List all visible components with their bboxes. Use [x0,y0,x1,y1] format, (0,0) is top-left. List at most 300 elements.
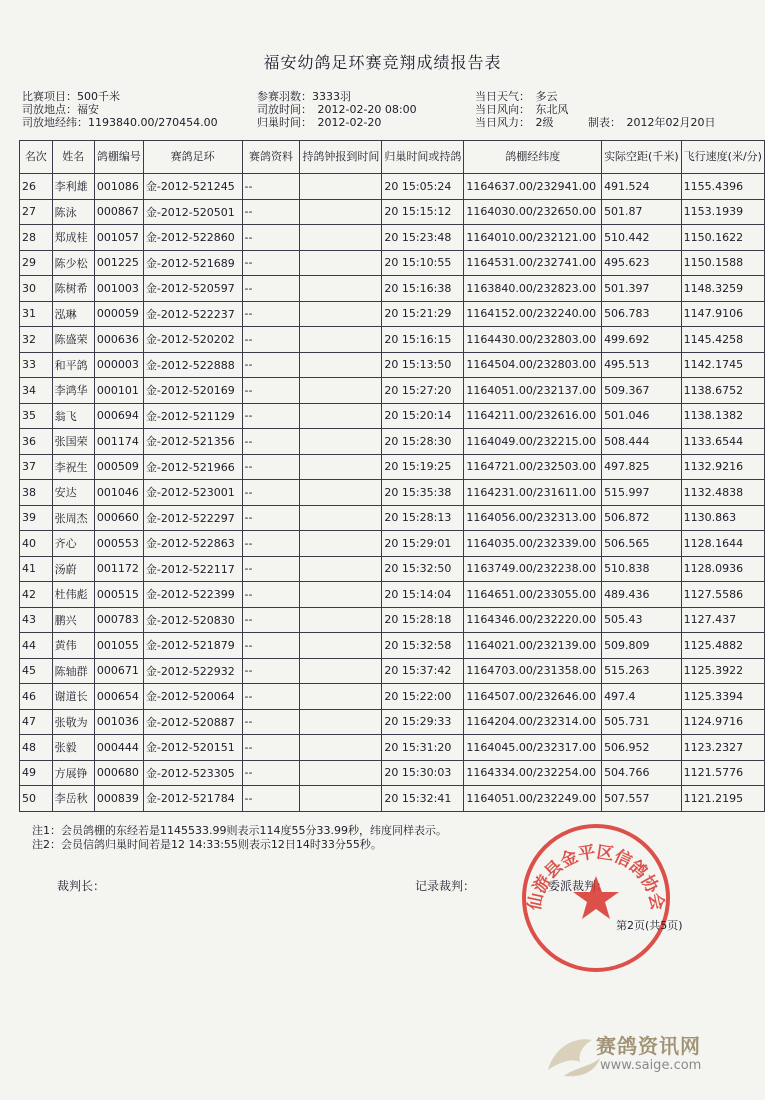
cell-ring: 金-2012-522399 [143,582,242,608]
table-row [20,378,765,404]
cell-loft-id: 001003 [94,276,143,302]
cell-distance: 491.524 [602,174,682,200]
cell-speed: 1130.863 [681,505,764,531]
cell-name: 汤蔚 [52,556,94,582]
cell-distance: 506.872 [602,505,682,531]
cell-name: 张国荣 [52,429,94,455]
cell-rank: 26 [20,174,53,200]
official-seal [520,822,672,974]
cell-info: -- [242,276,300,302]
cell-arrival: 20 15:32:50 [382,556,464,582]
cell-info: -- [242,786,300,812]
cell-coords: 1164721.00/232503.00 [464,454,602,480]
cell-clock-time [300,709,382,735]
cell-arrival: 20 15:20:14 [382,403,464,429]
cell-name: 鹏兴 [52,607,94,633]
cell-rank: 33 [20,352,53,378]
table-row [20,735,765,761]
table-row [20,582,765,608]
cell-name: 谢道长 [52,684,94,710]
cell-coords: 1164504.00/232803.00 [464,352,602,378]
cell-clock-time [300,658,382,684]
cell-info: -- [242,582,300,608]
cell-rank: 48 [20,735,53,761]
cell-coords: 1164651.00/233055.00 [464,582,602,608]
cell-distance: 501.397 [602,276,682,302]
cell-rank: 42 [20,582,53,608]
cell-distance: 510.838 [602,556,682,582]
table-row [20,352,765,378]
cell-loft-id: 001225 [94,250,143,276]
footnote-1: 注1：会员鸽棚的东经若是1145533.99则表示114度55分33.99秒，纬度同样表示。 [32,824,447,837]
cell-ring: 金-2012-520202 [143,327,242,353]
cell-speed: 1145.4258 [681,327,764,353]
cell-clock-time [300,786,382,812]
table-row [20,276,765,302]
cell-arrival: 20 15:14:04 [382,582,464,608]
cell-info: -- [242,709,300,735]
cell-clock-time [300,301,382,327]
cell-coords: 1164507.00/232646.00 [464,684,602,710]
cell-loft-id: 000680 [94,760,143,786]
table-row [20,250,765,276]
cell-name: 张周杰 [52,505,94,531]
col-coords-header: 鸽棚经纬度 [464,141,602,174]
cell-info: -- [242,327,300,353]
cell-clock-time [300,684,382,710]
cell-name: 方展铮 [52,760,94,786]
cell-ring: 金-2012-521966 [143,454,242,480]
cell-distance: 495.623 [602,250,682,276]
cell-speed: 1125.3394 [681,684,764,710]
cell-info: -- [242,480,300,506]
table-row [20,403,765,429]
cell-coords: 1164152.00/232240.00 [464,301,602,327]
cell-distance: 506.952 [602,735,682,761]
cell-arrival: 20 15:15:12 [382,199,464,225]
cell-clock-time [300,403,382,429]
cell-rank: 46 [20,684,53,710]
cell-clock-time [300,607,382,633]
cell-arrival: 20 15:30:03 [382,760,464,786]
cell-speed: 1125.4882 [681,633,764,659]
cell-loft-id: 000636 [94,327,143,353]
col-ring-header: 赛鸽足环 [143,141,242,174]
cell-loft-id: 000101 [94,378,143,404]
cell-name: 陈轴群 [52,658,94,684]
cell-ring: 金-2012-522117 [143,556,242,582]
cell-distance: 505.43 [602,607,682,633]
cell-ring: 金-2012-520169 [143,378,242,404]
cell-loft-id: 000553 [94,531,143,557]
cell-name: 李岳秋 [52,786,94,812]
cell-distance: 501.046 [602,403,682,429]
cell-ring: 金-2012-520501 [143,199,242,225]
results-table [19,140,765,812]
cell-coords: 1164056.00/232313.00 [464,505,602,531]
cell-speed: 1155.4396 [681,174,764,200]
cell-loft-id: 000003 [94,352,143,378]
cell-rank: 27 [20,199,53,225]
cell-arrival: 20 15:05:24 [382,174,464,200]
cell-loft-id: 000515 [94,582,143,608]
cell-arrival: 20 15:23:48 [382,225,464,251]
cell-ring: 金-2012-522863 [143,531,242,557]
watermark-name: 赛鸽资讯网 [596,1034,701,1058]
cell-clock-time [300,225,382,251]
cell-loft-id: 000839 [94,786,143,812]
cell-loft-id: 001172 [94,556,143,582]
delegate-judge-label: 委派裁判： [548,879,609,893]
table-row [20,429,765,455]
made-date: 制表： 2012年02月20日 [588,116,716,129]
cell-clock-time [300,174,382,200]
cell-rank: 40 [20,531,53,557]
cell-ring: 金-2012-522860 [143,225,242,251]
cell-clock-time [300,505,382,531]
cell-loft-id: 000783 [94,607,143,633]
cell-coords: 1164030.00/232650.00 [464,199,602,225]
cell-distance: 510.442 [602,225,682,251]
cell-ring: 金-2012-521356 [143,429,242,455]
cell-coords: 1164204.00/232314.00 [464,709,602,735]
release-place: 司放地点：福安 [22,103,99,116]
col-speed-header: 飞行速度(米/分) [681,141,764,174]
cell-clock-time [300,633,382,659]
cell-name: 李鸿华 [52,378,94,404]
cell-rank: 29 [20,250,53,276]
cell-loft-id: 000059 [94,301,143,327]
cell-coords: 1164035.00/232339.00 [464,531,602,557]
cell-loft-id: 001046 [94,480,143,506]
weather: 当日天气： 多云 [475,90,558,103]
cell-info: -- [242,301,300,327]
cell-ring: 金-2012-521784 [143,786,242,812]
cell-rank: 38 [20,480,53,506]
cell-info: -- [242,556,300,582]
cell-name: 陈盛荣 [52,327,94,353]
seal-text: 仙游县金平区信鸽协会 [524,842,668,913]
cell-loft-id: 001086 [94,174,143,200]
table-row [20,556,765,582]
entries-count: 参赛羽数：3333羽 [257,90,351,103]
cell-speed: 1150.1622 [681,225,764,251]
cell-arrival: 20 15:32:58 [382,633,464,659]
cell-coords: 1164045.00/232317.00 [464,735,602,761]
cell-clock-time [300,352,382,378]
cell-arrival: 20 15:28:30 [382,429,464,455]
cell-name: 陈少松 [52,250,94,276]
cell-rank: 43 [20,607,53,633]
cell-info: -- [242,454,300,480]
cell-info: -- [242,505,300,531]
cell-ring: 金-2012-522297 [143,505,242,531]
cell-info: -- [242,760,300,786]
cell-distance: 497.825 [602,454,682,480]
table-row [20,786,765,812]
table-row [20,480,765,506]
cell-info: -- [242,352,300,378]
cell-info: -- [242,174,300,200]
cell-coords: 1164334.00/232254.00 [464,760,602,786]
table-row [20,531,765,557]
cell-name: 黄伟 [52,633,94,659]
cell-speed: 1132.4838 [681,480,764,506]
cell-info: -- [242,607,300,633]
cell-rank: 36 [20,429,53,455]
wind-force: 当日风力： 2级 [475,116,554,129]
cell-distance: 505.731 [602,709,682,735]
cell-distance: 506.783 [602,301,682,327]
cell-clock-time [300,250,382,276]
cell-coords: 1164430.00/232803.00 [464,327,602,353]
cell-arrival: 20 15:35:38 [382,480,464,506]
cell-speed: 1153.1939 [681,199,764,225]
cell-rank: 28 [20,225,53,251]
cell-ring: 金-2012-522888 [143,352,242,378]
cell-clock-time [300,582,382,608]
cell-clock-time [300,454,382,480]
cell-name: 李利雄 [52,174,94,200]
cell-rank: 50 [20,786,53,812]
cell-distance: 499.692 [602,327,682,353]
cell-clock-time [300,480,382,506]
cell-info: -- [242,633,300,659]
cell-coords: 1164231.00/231611.00 [464,480,602,506]
cell-ring: 金-2012-522932 [143,658,242,684]
cell-coords: 1164010.00/232121.00 [464,225,602,251]
cell-coords: 1163749.00/232238.00 [464,556,602,582]
cell-speed: 1138.1382 [681,403,764,429]
cell-rank: 39 [20,505,53,531]
cell-arrival: 20 15:29:01 [382,531,464,557]
cell-coords: 1164211.00/232616.00 [464,403,602,429]
cell-rank: 49 [20,760,53,786]
cell-distance: 497.4 [602,684,682,710]
page-title: 福安幼鸽足环赛竞翔成绩报告表 [263,53,502,72]
cell-distance: 495.513 [602,352,682,378]
cell-speed: 1127.5586 [681,582,764,608]
cell-ring: 金-2012-523305 [143,760,242,786]
cell-arrival: 20 15:22:00 [382,684,464,710]
cell-loft-id: 001055 [94,633,143,659]
cell-arrival: 20 15:32:41 [382,786,464,812]
cell-info: -- [242,531,300,557]
cell-rank: 45 [20,658,53,684]
col-distance-header: 实际空距(千米) [602,141,682,174]
cell-speed: 1132.9216 [681,454,764,480]
cell-speed: 1133.6544 [681,429,764,455]
cell-clock-time [300,531,382,557]
cell-clock-time [300,378,382,404]
col-clock-header: 持鸽钟报到时间 [300,141,382,174]
cell-info: -- [242,658,300,684]
cell-arrival: 20 15:16:38 [382,276,464,302]
cell-coords: 1164531.00/232741.00 [464,250,602,276]
cell-name: 齐心 [52,531,94,557]
cell-coords: 1164637.00/232941.00 [464,174,602,200]
cell-arrival: 20 15:21:29 [382,301,464,327]
cell-clock-time [300,735,382,761]
cell-distance: 507.557 [602,786,682,812]
cell-name: 和平鸽 [52,352,94,378]
cell-distance: 489.436 [602,582,682,608]
cell-speed: 1128.0936 [681,556,764,582]
cell-name: 李祝生 [52,454,94,480]
table-row [20,301,765,327]
cell-rank: 31 [20,301,53,327]
record-judge-label: 记录裁判： [415,879,476,893]
cell-speed: 1142.1745 [681,352,764,378]
cell-ring: 金-2012-521245 [143,174,242,200]
cell-rank: 47 [20,709,53,735]
cell-speed: 1125.3922 [681,658,764,684]
cell-distance: 509.367 [602,378,682,404]
cell-speed: 1121.5776 [681,760,764,786]
cell-ring: 金-2012-520597 [143,276,242,302]
cell-arrival: 20 15:29:33 [382,709,464,735]
cell-name: 安达 [52,480,94,506]
cell-ring: 金-2012-521689 [143,250,242,276]
col-info-header: 赛鸽资料 [242,141,300,174]
cell-loft-id: 000867 [94,199,143,225]
cell-speed: 1147.9106 [681,301,764,327]
cell-loft-id: 000509 [94,454,143,480]
cell-ring: 金-2012-522237 [143,301,242,327]
footnote-2: 注2：会员信鸽归巢时间若是12 14:33:55则表示12日14时33分55秒。 [32,838,382,851]
cell-info: -- [242,735,300,761]
cell-loft-id: 001174 [94,429,143,455]
cell-coords: 1164021.00/232139.00 [464,633,602,659]
cell-info: -- [242,199,300,225]
table-row [20,225,765,251]
table-row [20,174,765,200]
cell-name: 郑成桂 [52,225,94,251]
cell-distance: 504.766 [602,760,682,786]
col-rank-header: 名次 [20,141,53,174]
col-loft-id-header: 鸽棚编号 [94,141,143,174]
cell-name: 张敬为 [52,709,94,735]
cell-distance: 509.809 [602,633,682,659]
cell-info: -- [242,250,300,276]
cell-clock-time [300,327,382,353]
cell-arrival: 20 15:10:55 [382,250,464,276]
cell-arrival: 20 15:19:25 [382,454,464,480]
cell-speed: 1127.437 [681,607,764,633]
cell-coords: 1164051.00/232249.00 [464,786,602,812]
cell-speed: 1148.3259 [681,276,764,302]
cell-loft-id: 000654 [94,684,143,710]
table-header [20,141,765,174]
cell-arrival: 20 15:37:42 [382,658,464,684]
cell-ring: 金-2012-520064 [143,684,242,710]
release-time: 司放时间： 2012-02-20 08:00 [257,103,417,116]
cell-coords: 1164049.00/232215.00 [464,429,602,455]
cell-name: 杜伟彪 [52,582,94,608]
cell-loft-id: 001036 [94,709,143,735]
cell-loft-id: 000671 [94,658,143,684]
cell-speed: 1121.2195 [681,786,764,812]
table-row [20,684,765,710]
footnotes [32,824,447,852]
cell-name: 陈树希 [52,276,94,302]
cell-ring: 金-2012-520151 [143,735,242,761]
cell-name: 陈泳 [52,199,94,225]
table-row [20,709,765,735]
wind-direction: 当日风向： 东北风 [475,103,569,116]
cell-coords: 1164703.00/231358.00 [464,658,602,684]
cell-arrival: 20 15:13:50 [382,352,464,378]
cell-arrival: 20 15:27:20 [382,378,464,404]
cell-arrival: 20 15:16:15 [382,327,464,353]
race-item: 比赛项目：500千米 [22,90,120,103]
cell-speed: 1128.1644 [681,531,764,557]
cell-info: -- [242,684,300,710]
cell-coords: 1163840.00/232823.00 [464,276,602,302]
cell-rank: 37 [20,454,53,480]
cell-arrival: 20 15:31:20 [382,735,464,761]
table-row [20,633,765,659]
table-row [20,327,765,353]
cell-rank: 41 [20,556,53,582]
table-row [20,199,765,225]
cell-loft-id: 001057 [94,225,143,251]
cell-distance: 508.444 [602,429,682,455]
cell-clock-time [300,199,382,225]
chief-judge-label: 裁判长： [57,879,106,893]
cell-distance: 515.997 [602,480,682,506]
table-row [20,658,765,684]
cell-distance: 501.87 [602,199,682,225]
cell-clock-time [300,276,382,302]
cell-ring: 金-2012-520830 [143,607,242,633]
cell-rank: 30 [20,276,53,302]
table-row [20,760,765,786]
cell-info: -- [242,429,300,455]
cell-ring: 金-2012-521129 [143,403,242,429]
cell-info: -- [242,225,300,251]
cell-clock-time [300,556,382,582]
cell-rank: 35 [20,403,53,429]
cell-clock-time [300,429,382,455]
cell-rank: 32 [20,327,53,353]
cell-name: 张毅 [52,735,94,761]
cell-clock-time [300,760,382,786]
cell-loft-id: 000660 [94,505,143,531]
cell-arrival: 20 15:28:18 [382,607,464,633]
cell-coords: 1164051.00/232137.00 [464,378,602,404]
cell-ring: 金-2012-523001 [143,480,242,506]
cell-ring: 金-2012-521879 [143,633,242,659]
cell-info: -- [242,403,300,429]
cell-speed: 1123.2327 [681,735,764,761]
cell-coords: 1164346.00/232220.00 [464,607,602,633]
cell-distance: 515.263 [602,658,682,684]
table-row [20,454,765,480]
cell-name: 泓琳 [52,301,94,327]
table-row [20,607,765,633]
cell-info: -- [242,378,300,404]
cell-distance: 506.565 [602,531,682,557]
cell-loft-id: 000444 [94,735,143,761]
col-name-header: 姓名 [52,141,94,174]
watermark-url: www.saige.com [600,1058,702,1073]
cell-name: 翁飞 [52,403,94,429]
return-time: 归巢时间： 2012-02-20 [257,116,382,129]
cell-rank: 34 [20,378,53,404]
cell-arrival: 20 15:28:13 [382,505,464,531]
cell-loft-id: 000694 [94,403,143,429]
